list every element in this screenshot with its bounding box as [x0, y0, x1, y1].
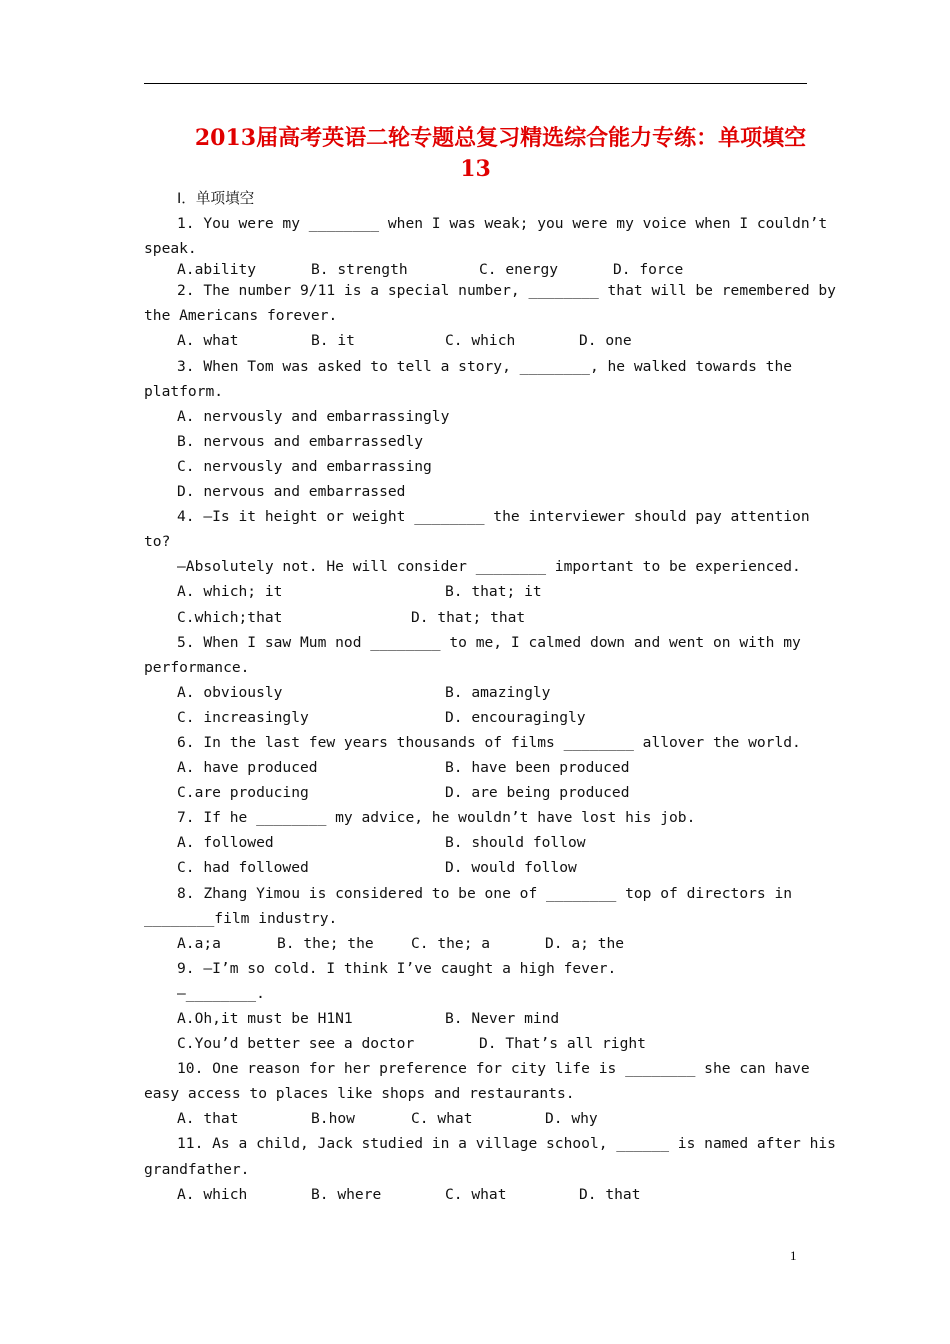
question-3-stem: 3. When Tom was asked to tell a story, ________, he walked towards the [177, 357, 793, 375]
option: A. obviously [177, 683, 283, 701]
question-4-reply: —Absolutely not. He will consider ________ important to be experienced. [177, 558, 801, 576]
question-2-stem-cont: the Americans forever. [144, 307, 338, 325]
page-number: 1 [790, 1248, 797, 1263]
question-8-stem-cont: ________film industry. [144, 909, 338, 927]
question-1-stem-cont: speak. [144, 240, 197, 258]
option: B. Never mind [445, 1010, 560, 1027]
option: C. increasingly [177, 708, 309, 726]
question-9-stem: 9. —I’m so cold. I think I’ve caught a high fever. [177, 959, 617, 977]
question-11-options [144, 1182, 807, 1207]
question-10-stem: 10. One reason for her preference for city life is ________ she can have [177, 1060, 810, 1078]
option: B. the; the [277, 934, 374, 952]
question-body [144, 186, 836, 1207]
option: A. nervously and embarrassingly [177, 407, 450, 425]
option: C. had followed [177, 859, 309, 877]
question-1-stem: 1. You were my ________ when I was weak; you were my voice when I couldn’t [177, 215, 828, 233]
option: B. that; it [445, 583, 542, 601]
question-9-reply: —________. [177, 984, 265, 1002]
question-6-options [144, 755, 807, 780]
question-4-stem: 4. —Is it height or weight ________ the interviewer should pay attention [177, 508, 810, 526]
option: D. one [579, 332, 632, 350]
question-1-options [144, 261, 807, 278]
option: B. where [311, 1185, 382, 1203]
question-7-options [144, 830, 807, 855]
option: B. amazingly [445, 683, 551, 701]
option: D. that; that [411, 608, 526, 626]
option: D. a; the [545, 934, 625, 952]
question-5-options [144, 680, 807, 705]
option: D. are being produced [445, 784, 630, 802]
question-10-stem-cont: easy access to places like shops and restaurants. [144, 1085, 575, 1103]
question-5-options-row2 [144, 705, 807, 730]
question-6-stem: 6. In the last few years thousands of films ________ allover the world. [177, 733, 801, 751]
option: A.a;a [177, 934, 221, 952]
question-11-stem: 11. As a child, Jack studied in a village school, ______ is named after his [177, 1135, 836, 1153]
option: A. that [177, 1110, 239, 1128]
option: A.ability [177, 261, 257, 279]
option: D. nervous and embarrassed [177, 483, 406, 501]
question-5-stem-cont: performance. [144, 658, 250, 676]
option: C.are producing [177, 784, 309, 802]
option: D. That’s all right [479, 1035, 646, 1053]
option: A. have produced [177, 759, 318, 777]
option: B. nervous and embarrassedly [177, 432, 424, 450]
option: D. would follow [445, 859, 577, 877]
option: D. why [545, 1110, 598, 1128]
section-heading: Ⅰ．单项填空 [177, 190, 255, 207]
question-3-stem-cont: platform. [144, 382, 224, 400]
option: C.which;that [177, 608, 283, 626]
question-11-stem-cont: grandfather. [144, 1160, 250, 1178]
option: A. followed [177, 834, 274, 852]
option: C. the; a [411, 934, 491, 952]
document-title-number: 13 [460, 156, 491, 182]
question-2-options [144, 328, 807, 353]
question-2-stem: 2. The number 9/11 is a special number, ________ that will be remembered by [177, 282, 836, 300]
option: B. strength [311, 261, 408, 279]
question-8-options [144, 931, 807, 956]
option: B. should follow [445, 834, 586, 852]
header-rule [144, 83, 807, 84]
document-title: 2013届高考英语二轮专题总复习精选综合能力专练：单项填空 [194, 125, 807, 151]
option: A. what [177, 332, 239, 350]
question-4-options-row2 [144, 605, 807, 630]
question-7-stem: 7. If he ________ my advice, he wouldn’t have lost his job. [177, 809, 696, 827]
option: D. that [579, 1185, 641, 1203]
question-4-stem-cont: to? [144, 533, 171, 551]
option: C. which [445, 332, 516, 350]
option: C. what [411, 1110, 473, 1128]
question-5-stem: 5. When I saw Mum nod ________ to me, I calmed down and went on with my [177, 633, 801, 651]
question-7-options-row2 [144, 855, 807, 880]
question-8-stem: 8. Zhang Yimou is considered to be one of ________ top of directors in [177, 884, 793, 902]
option: C. nervously and embarrassing [177, 457, 432, 475]
question-6-options-row2 [144, 780, 807, 805]
option: B. have been produced [445, 759, 630, 777]
option: A. which [177, 1185, 248, 1203]
question-9-options [144, 1006, 807, 1031]
question-10-options [144, 1106, 807, 1131]
option: C. energy [479, 261, 559, 279]
option: A. which; it [177, 583, 283, 601]
question-4-options [144, 579, 807, 604]
option: D. encouragingly [445, 708, 586, 726]
option: C.You’d better see a doctor [177, 1035, 415, 1053]
option: D. force [613, 261, 684, 279]
option: A.Oh,it must be H1N1 [177, 1010, 353, 1027]
option: C. what [445, 1185, 507, 1203]
option: B. it [311, 332, 355, 350]
option: B.how [311, 1110, 355, 1128]
question-9-options-row2 [144, 1031, 807, 1056]
